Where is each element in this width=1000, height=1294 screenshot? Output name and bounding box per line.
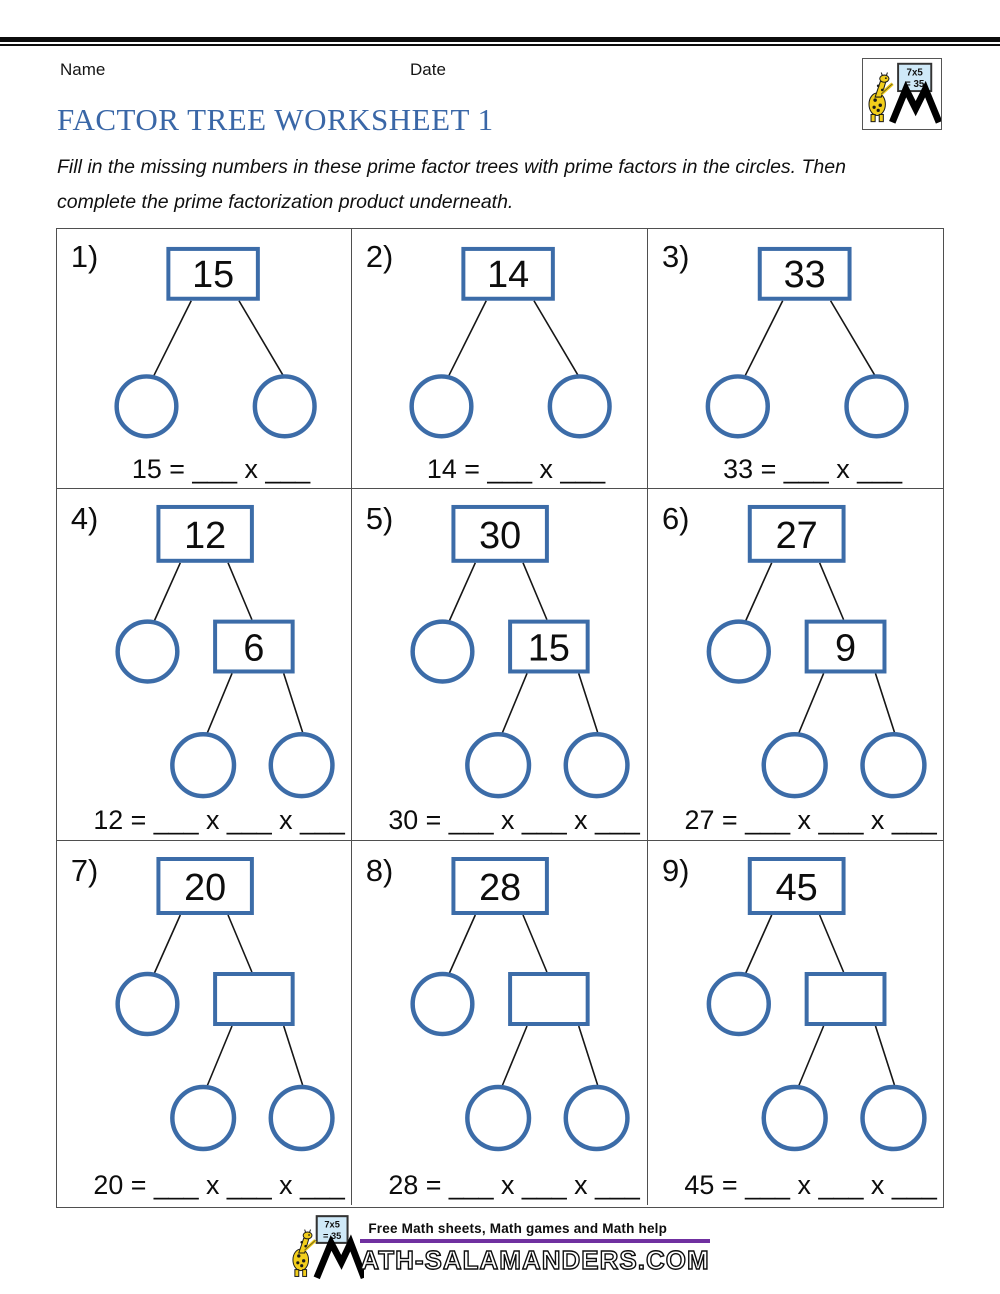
factor-circle [550,376,610,436]
root-value: 33 [783,253,826,296]
factor-circle [763,734,825,796]
problem-cell-1 [57,229,352,489]
factor-circle [709,974,769,1034]
problem-number: 1) [70,238,99,274]
factor-circle [862,1087,924,1149]
root-value: 20 [184,866,227,910]
logo-m-glyph [317,1243,364,1278]
giraffe-icon [869,73,893,122]
root-value: 15 [192,253,235,296]
factor-circle [413,622,473,682]
problem-number: 5) [366,500,394,536]
factor-tree-5 [352,489,646,840]
factor-circle [708,376,768,436]
factor-circle [117,376,177,436]
logo-m-glyph [892,89,939,122]
factor-circle [118,622,178,682]
factor-circle [255,376,315,436]
logo-board-line1: 7x5 [324,1219,341,1230]
factor-tree-9 [648,841,943,1205]
logo-board-line1: 7x5 [906,67,923,79]
factor-circle [172,1087,234,1149]
sub-box-empty [806,974,884,1024]
factor-circle [172,734,234,796]
date-field-label: Date [410,60,446,79]
page-title: FACTOR TREE WORKSHEET 1 [57,102,494,137]
equation: 33 = ___ x ___ [722,454,902,485]
problem-number: 7) [70,852,99,889]
factor-circle [413,974,473,1034]
factor-circle [412,376,472,436]
logo-board-line2: = 35 [905,79,925,91]
equation: 45 = ___ x ___ x ___ [684,1169,937,1201]
problem-cell-3 [648,229,943,489]
problem-cell-2 [352,229,647,489]
root-value: 27 [775,514,818,557]
equation: 30 = ___ x ___ x ___ [388,804,641,836]
logo-board-line2: = 35 [323,1230,342,1241]
factor-tree-7 [57,841,351,1205]
equation: 27 = ___ x ___ x ___ [684,805,937,836]
sub-value: 6 [243,627,265,670]
sub-box-empty [215,974,293,1024]
problem-cell-6 [648,489,943,841]
problem-number: 8) [366,852,394,889]
footer-site-wordmark: ATH-SALAMANDERS.COM [360,1244,710,1275]
sub-value: 9 [834,627,856,670]
factor-tree-8 [352,841,646,1205]
factor-circle [846,376,906,436]
problem-cell-5 [352,489,647,841]
problem-cell-8 [352,841,647,1205]
factor-tree-4 [57,489,351,840]
factor-circle [118,974,178,1034]
name-field-label: Name [60,60,106,79]
footer-tagline: Free Math sheets, Math games and Math help [368,1221,668,1236]
root-value: 28 [479,866,522,910]
sub-box-empty [510,974,588,1024]
factor-tree-3 [648,229,943,488]
problem-number: 3) [661,238,690,274]
instructions-text [57,150,947,220]
root-value: 12 [184,514,227,557]
problem-number: 4) [70,500,99,536]
problem-number: 2) [366,238,394,274]
problem-cell-4 [57,489,352,841]
footer-purple-rule [360,1239,709,1243]
factor-circle [271,734,333,796]
giraffe-icon [293,1230,315,1277]
factor-circle [709,622,769,682]
top-double-rule [0,37,1000,46]
factor-circle [271,1087,333,1149]
equation: 15 = ___ x ___ [131,454,311,485]
giraffe-logo-icon [863,59,941,129]
equation: 12 = ___ x ___ x ___ [93,804,345,836]
problem-cell-7 [57,841,352,1205]
root-value: 45 [775,866,818,910]
instructions-line2: complete the prime factorization product underneath. [57,191,514,213]
factor-circle [566,1087,628,1149]
sub-value: 15 [528,627,571,670]
equation: 20 = ___ x ___ x ___ [93,1169,345,1201]
instructions-line1: Fill in the missing numbers in these prime factor trees with prime factors in the circles. Then [57,156,846,178]
equation: 14 = ___ x ___ [427,454,606,485]
factor-tree-1 [57,229,351,488]
factor-circle [862,734,924,796]
root-value: 14 [487,253,530,296]
factor-circle [468,734,530,796]
factor-circle [468,1087,530,1149]
footer-giraffe-logo-icon [290,1214,364,1280]
problem-number: 6) [661,500,690,536]
factor-circle [566,734,628,796]
equation: 28 = ___ x ___ x ___ [388,1169,641,1201]
factor-tree-6 [648,489,943,840]
factor-circle [763,1087,825,1149]
footer-brand [0,1214,1000,1280]
factor-tree-2 [352,229,646,488]
math-salamanders-logo [862,58,942,130]
problem-cell-9 [648,841,943,1205]
problem-number: 9) [661,852,690,889]
problems-grid [56,228,944,1208]
root-value: 30 [479,514,522,557]
